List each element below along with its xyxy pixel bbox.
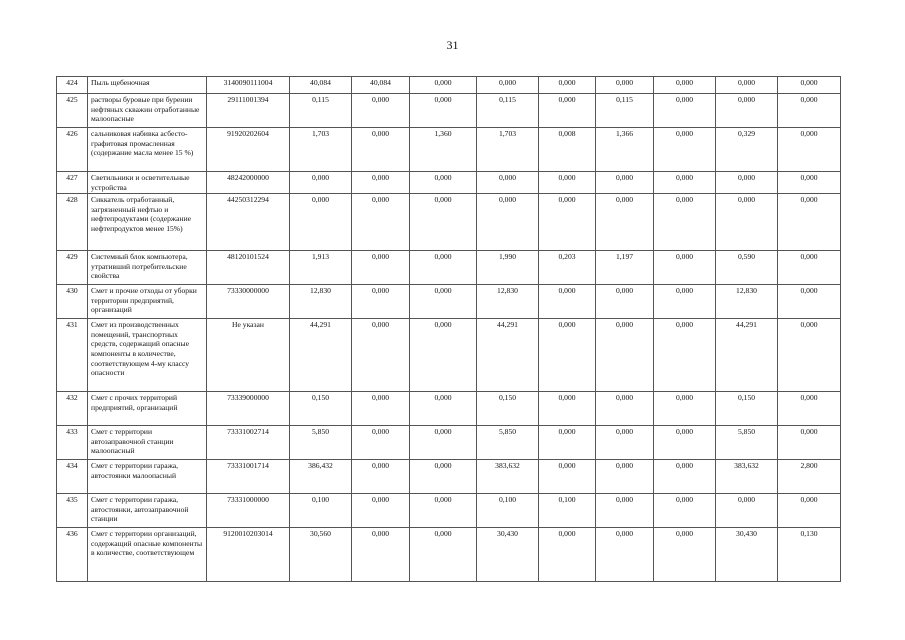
- value-cell: 0,000: [778, 194, 841, 251]
- row-number-cell: 435: [57, 494, 88, 528]
- fkko-code-cell: 44250312294: [207, 194, 290, 251]
- value-cell: 0,000: [654, 251, 716, 285]
- value-cell: 0,000: [539, 285, 596, 319]
- value-cell: 0,000: [410, 172, 477, 194]
- row-number-cell: 430: [57, 285, 88, 319]
- value-cell: 0,000: [352, 494, 410, 528]
- value-cell: 0,000: [654, 392, 716, 426]
- value-cell: 0,000: [654, 77, 716, 94]
- value-cell: 0,000: [596, 285, 654, 319]
- value-cell: 44,291: [290, 319, 352, 392]
- value-cell: 0,000: [778, 94, 841, 128]
- value-cell: 0,000: [352, 528, 410, 582]
- value-cell: 0,000: [410, 77, 477, 94]
- waste-name-cell: Смет с территории автозаправочной станции малоопасный: [88, 426, 207, 460]
- value-cell: 0,000: [539, 460, 596, 494]
- value-cell: 0,115: [477, 94, 539, 128]
- waste-name-cell: Смет с территории организаций, содержащий опасные компоненты в количестве, соответствующем: [88, 528, 207, 582]
- value-cell: 0,000: [716, 94, 778, 128]
- value-cell: 1,360: [410, 128, 477, 172]
- value-cell: 0,000: [410, 319, 477, 392]
- value-cell: 30,430: [477, 528, 539, 582]
- value-cell: 0,329: [716, 128, 778, 172]
- fkko-code-cell: 48242000000: [207, 172, 290, 194]
- value-cell: 0,000: [778, 285, 841, 319]
- value-cell: 0,150: [477, 392, 539, 426]
- row-number-cell: 436: [57, 528, 88, 582]
- value-cell: 12,830: [477, 285, 539, 319]
- value-cell: 0,000: [654, 528, 716, 582]
- fkko-code-cell: 73339000000: [207, 392, 290, 426]
- value-cell: 0,000: [477, 194, 539, 251]
- row-number-cell: 424: [57, 77, 88, 94]
- value-cell: 0,000: [778, 172, 841, 194]
- waste-name-cell: Сиккатель отработанный, загрязненный нефтью и нефтепродуктами (содержание нефтепродуктов менее 15%): [88, 194, 207, 251]
- value-cell: 1,990: [477, 251, 539, 285]
- table-row: [57, 172, 841, 194]
- value-cell: 386,432: [290, 460, 352, 494]
- value-cell: 0,000: [778, 77, 841, 94]
- value-cell: 0,000: [410, 94, 477, 128]
- value-cell: 0,130: [778, 528, 841, 582]
- value-cell: 44,291: [716, 319, 778, 392]
- value-cell: 0,000: [352, 460, 410, 494]
- value-cell: 0,000: [352, 392, 410, 426]
- row-number-cell: 425: [57, 94, 88, 128]
- value-cell: 0,100: [290, 494, 352, 528]
- value-cell: 0,000: [410, 194, 477, 251]
- value-cell: 0,000: [352, 172, 410, 194]
- value-cell: 12,830: [290, 285, 352, 319]
- value-cell: 0,000: [778, 251, 841, 285]
- value-cell: 0,000: [778, 426, 841, 460]
- fkko-code-cell: 48120101524: [207, 251, 290, 285]
- value-cell: 0,100: [477, 494, 539, 528]
- table-row: [57, 528, 841, 582]
- value-cell: 44,291: [477, 319, 539, 392]
- fkko-code-cell: 3140090111004: [207, 77, 290, 94]
- table-row: [57, 494, 841, 528]
- value-cell: 30,560: [290, 528, 352, 582]
- row-number-cell: 427: [57, 172, 88, 194]
- value-cell: 0,000: [778, 392, 841, 426]
- value-cell: 40,084: [290, 77, 352, 94]
- value-cell: 0,000: [596, 392, 654, 426]
- value-cell: 0,000: [654, 94, 716, 128]
- waste-name-cell: Смет из производственных помещений, транспортных средств, содержащий опасные компоненты в количестве, соответствующем 4-му классу опасности: [88, 319, 207, 392]
- value-cell: 0,000: [654, 172, 716, 194]
- value-cell: 0,000: [539, 77, 596, 94]
- value-cell: 0,203: [539, 251, 596, 285]
- value-cell: 0,008: [539, 128, 596, 172]
- value-cell: 1,703: [290, 128, 352, 172]
- table-row: [57, 319, 841, 392]
- value-cell: 0,000: [596, 426, 654, 460]
- value-cell: 0,000: [596, 528, 654, 582]
- value-cell: 30,430: [716, 528, 778, 582]
- value-cell: 5,850: [290, 426, 352, 460]
- value-cell: 0,000: [290, 172, 352, 194]
- value-cell: 0,000: [716, 494, 778, 528]
- page-number: 31: [446, 38, 459, 52]
- value-cell: 0,000: [410, 426, 477, 460]
- value-cell: 1,366: [596, 128, 654, 172]
- value-cell: 12,830: [716, 285, 778, 319]
- value-cell: 0,000: [596, 319, 654, 392]
- value-cell: 0,000: [352, 319, 410, 392]
- row-number-cell: 433: [57, 426, 88, 460]
- value-cell: 5,850: [716, 426, 778, 460]
- value-cell: 0,000: [654, 194, 716, 251]
- table-row: [57, 77, 841, 94]
- waste-name-cell: Смет и прочие отходы от уборки территории предприятий, организаций: [88, 285, 207, 319]
- value-cell: 0,000: [596, 494, 654, 528]
- row-number-cell: 428: [57, 194, 88, 251]
- waste-name-cell: Светильники и осветительные устройства: [88, 172, 207, 194]
- value-cell: 0,115: [596, 94, 654, 128]
- table-row: [57, 194, 841, 251]
- table-row: [57, 392, 841, 426]
- value-cell: 0,000: [539, 319, 596, 392]
- value-cell: 0,000: [596, 460, 654, 494]
- table-row: [57, 285, 841, 319]
- value-cell: 0,000: [539, 528, 596, 582]
- row-number-cell: 431: [57, 319, 88, 392]
- value-cell: 0,000: [352, 194, 410, 251]
- value-cell: 0,000: [539, 94, 596, 128]
- value-cell: 0,000: [539, 194, 596, 251]
- value-cell: 1,913: [290, 251, 352, 285]
- value-cell: 0,000: [410, 251, 477, 285]
- fkko-code-cell: 91920202604: [207, 128, 290, 172]
- row-number-cell: 432: [57, 392, 88, 426]
- value-cell: 0,000: [778, 128, 841, 172]
- value-cell: 0,000: [596, 194, 654, 251]
- value-cell: 0,000: [352, 426, 410, 460]
- row-number-cell: 429: [57, 251, 88, 285]
- value-cell: 1,197: [596, 251, 654, 285]
- table-row: [57, 460, 841, 494]
- value-cell: 5,850: [477, 426, 539, 460]
- waste-name-cell: сальниковая набивка асбесто-графитовая промасленная (содержание масла менее 15 %): [88, 128, 207, 172]
- value-cell: 0,100: [539, 494, 596, 528]
- row-number-cell: 426: [57, 128, 88, 172]
- value-cell: 0,000: [654, 460, 716, 494]
- waste-name-cell: Смет с территории гаража, автостоянки малоопасный: [88, 460, 207, 494]
- row-number-cell: 434: [57, 460, 88, 494]
- value-cell: 0,000: [654, 285, 716, 319]
- value-cell: 0,000: [352, 128, 410, 172]
- waste-name-cell: Системный блок компьютера, утративший потребительские свойства: [88, 251, 207, 285]
- value-cell: 0,000: [410, 392, 477, 426]
- value-cell: 40,084: [352, 77, 410, 94]
- table-body: [57, 77, 841, 582]
- value-cell: 0,000: [596, 172, 654, 194]
- value-cell: 1,703: [477, 128, 539, 172]
- value-cell: 2,800: [778, 460, 841, 494]
- fkko-code-cell: 29111001394: [207, 94, 290, 128]
- fkko-code-cell: 73331001714: [207, 460, 290, 494]
- value-cell: 0,000: [352, 94, 410, 128]
- value-cell: 0,000: [539, 426, 596, 460]
- value-cell: 0,115: [290, 94, 352, 128]
- fkko-code-cell: Не указан: [207, 319, 290, 392]
- waste-name-cell: Пыль щебеночная: [88, 77, 207, 94]
- value-cell: 0,000: [290, 194, 352, 251]
- value-cell: 0,000: [716, 172, 778, 194]
- table-row: [57, 94, 841, 128]
- value-cell: 0,590: [716, 251, 778, 285]
- value-cell: 0,150: [290, 392, 352, 426]
- value-cell: 0,000: [410, 528, 477, 582]
- fkko-code-cell: 73331002714: [207, 426, 290, 460]
- fkko-code-cell: 9120010203014: [207, 528, 290, 582]
- value-cell: 383,632: [716, 460, 778, 494]
- waste-name-cell: Смет с территории гаража, автостоянки, автозаправочной станции: [88, 494, 207, 528]
- table-row: [57, 128, 841, 172]
- table-row: [57, 251, 841, 285]
- value-cell: 0,000: [410, 285, 477, 319]
- value-cell: 0,000: [716, 194, 778, 251]
- waste-name-cell: растворы буровые при бурении нефтяных скважин отработанные малоопасные: [88, 94, 207, 128]
- value-cell: 0,000: [539, 392, 596, 426]
- value-cell: 0,000: [352, 285, 410, 319]
- value-cell: 0,000: [477, 77, 539, 94]
- value-cell: 0,000: [477, 172, 539, 194]
- waste-name-cell: Смет с прочих территорий предприятий, организаций: [88, 392, 207, 426]
- value-cell: 0,000: [654, 128, 716, 172]
- value-cell: 0,000: [596, 77, 654, 94]
- value-cell: 0,000: [410, 494, 477, 528]
- fkko-code-cell: 73331000000: [207, 494, 290, 528]
- value-cell: 0,000: [716, 77, 778, 94]
- value-cell: 0,000: [654, 319, 716, 392]
- value-cell: 0,000: [778, 319, 841, 392]
- value-cell: 383,632: [477, 460, 539, 494]
- table-row: [57, 426, 841, 460]
- value-cell: 0,000: [410, 460, 477, 494]
- value-cell: 0,000: [352, 251, 410, 285]
- value-cell: 0,150: [716, 392, 778, 426]
- value-cell: 0,000: [539, 172, 596, 194]
- value-cell: 0,000: [654, 426, 716, 460]
- fkko-code-cell: 73330000000: [207, 285, 290, 319]
- value-cell: 0,000: [778, 494, 841, 528]
- waste-table: [56, 76, 841, 582]
- value-cell: 0,000: [654, 494, 716, 528]
